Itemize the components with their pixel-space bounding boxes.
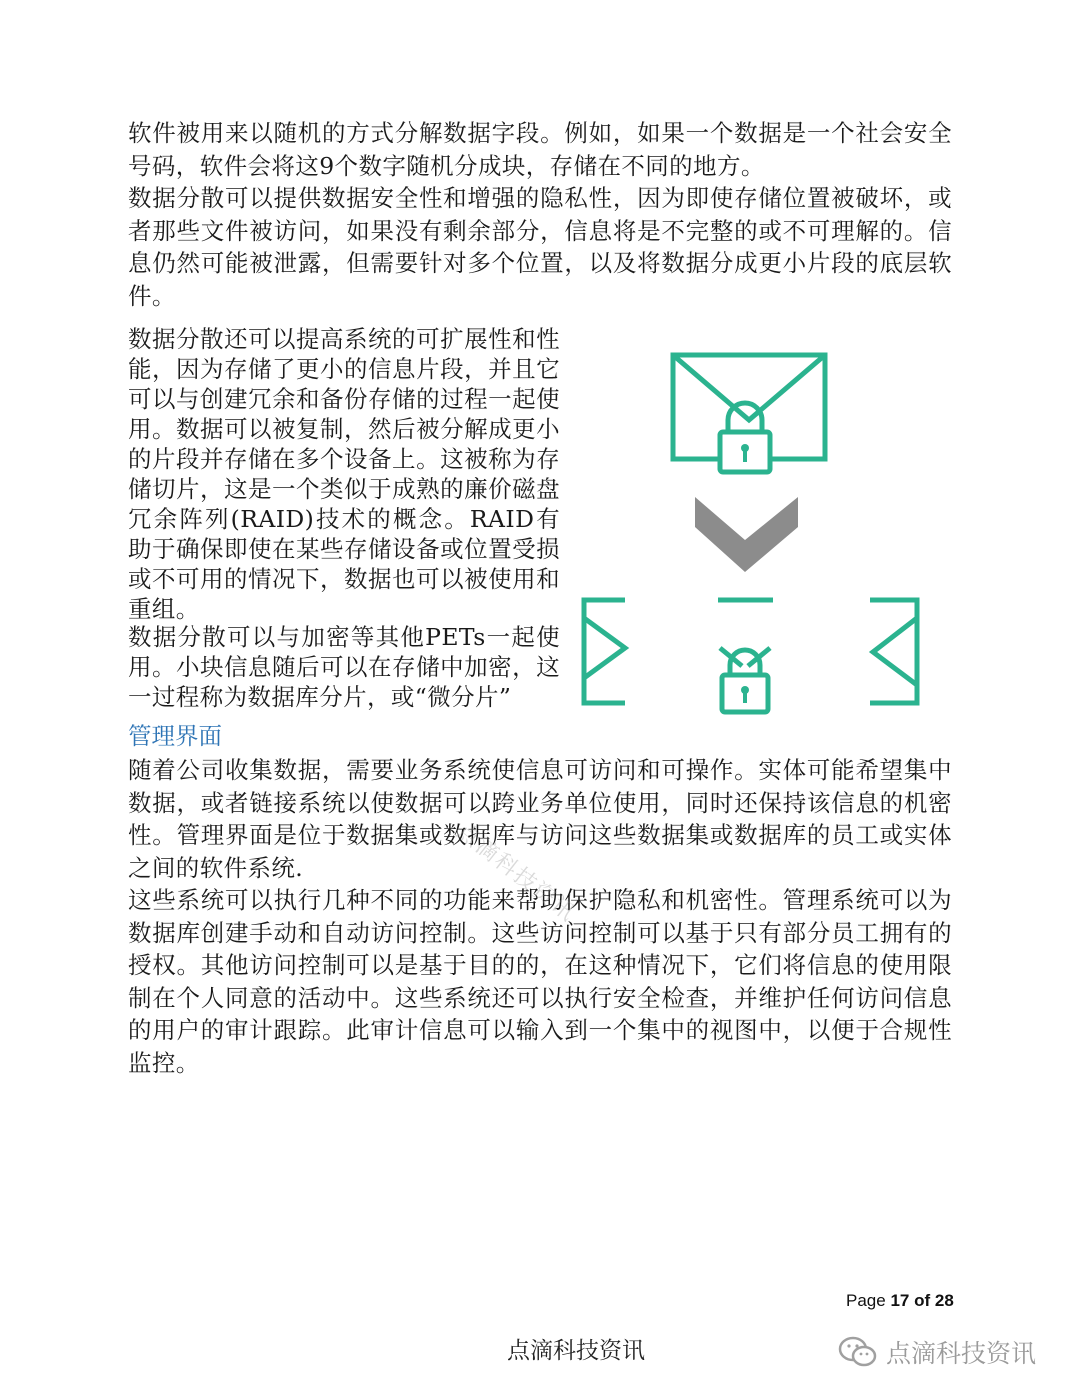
broken-padlock-icon <box>720 648 770 712</box>
section-heading: 管理界面 <box>128 722 222 750</box>
wechat-icon <box>838 1335 878 1369</box>
page-number <box>846 1291 954 1311</box>
paragraph-dispersion-security: 数据分散可以提供数据安全性和增强的隐私性，因为即使存储位置被破坏，或者那些文件被访问，如果没有剩余部分，信息将是不完整的或不可理解的。信息仍然可能被泄露，但需要针对多个位置，以及将数据分成更小片段的底层软件。 <box>128 184 952 310</box>
paragraph-data-splitting: 软件被用来以随机的方式分解数据字段。例如，如果一个数据是一个社会安全号码，软件会将这9个数字随机分成块，存储在不同的地方。 <box>128 119 952 180</box>
page-current: 17 <box>890 1291 910 1310</box>
envelope-fragment-right <box>870 600 917 703</box>
paragraph-management-interface: 随着公司收集数据，需要业务系统使信息可访问和可操作。实体可能希望集中数据，或者链接系统以使数据可以跨业务单位使用，同时还保持该信息的机密性。管理界面是位于数据集或数据库与访问这些数据集或数据库的员工或实体之间的软件系统. <box>128 756 952 882</box>
page-of: of <box>914 1291 931 1310</box>
page-label: Page <box>846 1291 886 1310</box>
watermark-text: 点滴科技资讯 <box>886 1339 1037 1368</box>
chevron-down-icon <box>695 497 798 572</box>
wechat-watermark <box>838 1334 1036 1370</box>
footer-title: 点滴科技资讯 <box>507 1338 645 1364</box>
page-total: 28 <box>934 1291 954 1310</box>
data-dispersion-illustration <box>570 340 940 730</box>
diagonal-watermark: 点滴科技资讯 <box>451 818 581 928</box>
paragraph-management-functions: 这些系统可以执行几种不同的功能来帮助保护隐私和机密性。管理系统可以为数据库创建手动和自动访问控制。这些访问控制可以基于只有部分员工拥有的授权。其他访问控制可以是基于目的的，在这种情况下，它们将信息的使用限制在个人同意的活动中。这些系统还可以执行安全检查，并维护任何访问信息的用户的审计跟踪。此审计信息可以输入到一个集中的视图中，以便于合规性监控。 <box>128 886 952 1077</box>
envelope-fragment-left <box>584 600 625 703</box>
paragraph-dispersion-scalability: 数据分散还可以提高系统的可扩展性和性能，因为存储了更小的信息片段，并且它可以与创建冗余和备份存储的过程一起使用。数据可以被复制，然后被分解成更小的片段并存储在多个设备上。这被称为存储切片，这是一个类似于成熟的廉价磁盘冗余阵列(RAID)技术的概念。RAID有助于确保即使在某些存储设备或位置受损或不可用的情况下，数据也可以被使用和重组。 <box>128 325 560 623</box>
paragraph-dispersion-encryption: 数据分散可以与加密等其他PETs一起使用。小块信息随后可以在存储中加密，这一过程称为数据库分片，或“微分片” <box>128 623 560 711</box>
